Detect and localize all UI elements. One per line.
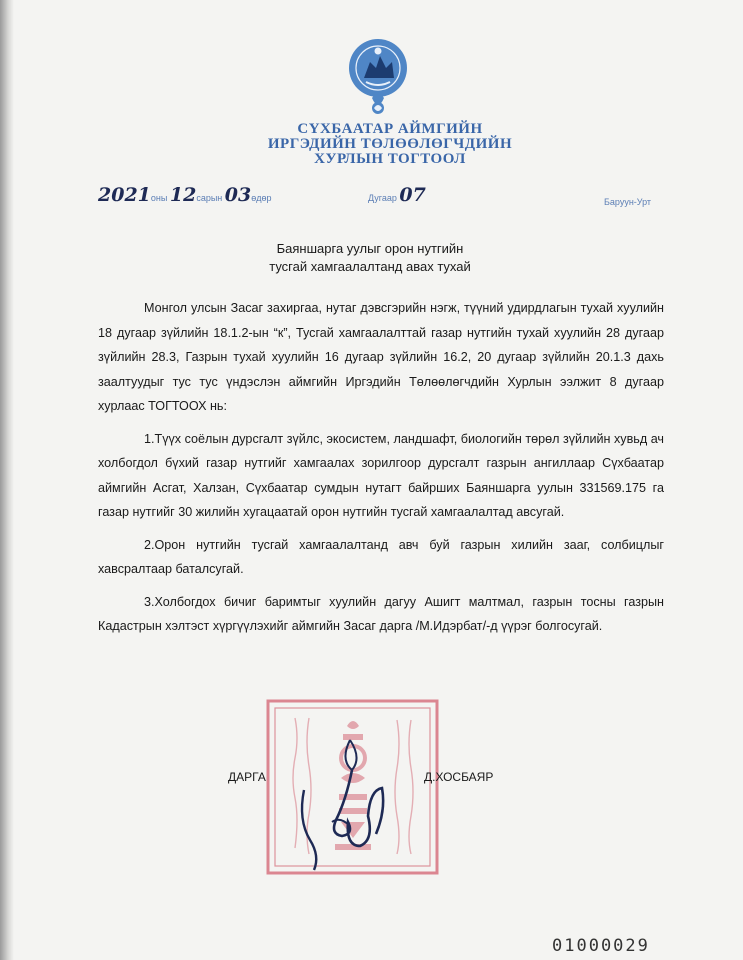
item-1-paragraph: 1.Түүх соёлын дурсгалт зүйлс, экосистем, ландшафт, биологийн төрөл зүйлийн хувьд ач холбогдол бүхий газар нутгийг хамгаалах зорилгоор дурсгалт газрын ангиллаар Сүхбаатар аймгийн Асгат, Халзан, Сүхбаатар сумдын нутагт байрших Баяншарга уулын 331569.175 га газар нутгийг 30 жилийн хугацаатай орон нутгийн тусгай хамгаалалтад авсугай. [98, 431, 664, 519]
number-value: 07 [399, 184, 426, 206]
number-label: Дугаар [368, 193, 397, 203]
title-line-2: тусгай хамгаалалтанд авах тухай [269, 259, 471, 274]
date-day-suffix: өдөр [251, 193, 272, 203]
date-month-suffix: сарын [196, 193, 223, 203]
document-title [150, 240, 590, 276]
date-year: 2021 [98, 184, 151, 206]
scan-shadow [0, 0, 14, 960]
preamble-paragraph: Монгол улсын Засаг захиргаа, нутаг дэвсгэрийн нэгж, түүний удирдлагын тухай хуулийн 18 дугаар зүйлийн 18.1.2-ын “к”, Тусгай хамгаалалттай газар нутгийн тухай хуулийн 28 дугаар зүйлийн 28.3, Газрын тухай хуулийн 16 дугаар зүйлийн 16.2, 20 дугаар зүйлийн 20.1.3 дахь заалтуудыг тус тус үндэслэн аймгийн Иргэдийн Төлөөлөгчдийн Хурлын ээлжит 8 дугаар хурлаас ТОГТООХ нь: [98, 301, 664, 413]
org-line-3: ХУРЛЫН ТОГТООЛ [314, 151, 466, 167]
number-line [368, 184, 426, 206]
title-line-1: Баяншарга уулыг орон нутгийн [276, 241, 464, 256]
signer-role: ДАРГА [228, 770, 266, 784]
org-line-1: СҮХБААТАР АЙМГИЙН [297, 121, 483, 137]
document-serial-number: 01000029 [552, 936, 650, 956]
document-body [98, 296, 664, 639]
date-year-suffix: оны [150, 193, 168, 203]
item-2-paragraph: 2.Орон нутгийн тусгай хамгаалалтанд авч буй газрын хилийн зааг, солбицлыг хавсралтаар баталсугай. [98, 537, 664, 576]
date-line [98, 184, 272, 206]
handwritten-signature-icon [290, 730, 400, 880]
state-emblem-icon [344, 38, 412, 118]
signer-name: Д.ХОСБАЯР [424, 770, 494, 784]
org-line-2: ИРГЭДИЙН ТӨЛӨӨЛӨГЧДИЙН [267, 136, 513, 152]
item-3-paragraph: 3.Холбогдох бичиг баримтыг хуулийн дагуу Ашигт малтмал, газрын тосны газрын Кадастрын хэлтэст хүргүүлэхийг аймгийн Засаг дарга /М.Идэрбат/-д үүрэг болгосугай. [98, 594, 664, 633]
date-day: 03 [224, 184, 252, 206]
date-month: 12 [169, 184, 197, 206]
place: Баруун-Урт [604, 197, 652, 207]
organization-header [240, 122, 540, 167]
